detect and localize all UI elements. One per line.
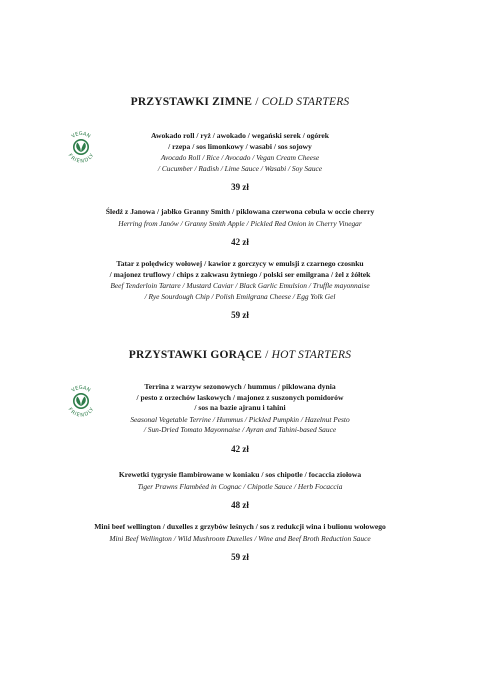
dish-pl-line: / sos na bazie ajranu i tahini (194, 403, 286, 413)
dish-beef-tartare (60, 259, 420, 321)
section-title-pl: PRZYSTAWKI GORĄCE (128, 349, 263, 361)
dish-price: 39 zł (231, 182, 249, 193)
badge-bottom-text: FRIENDLY (66, 406, 96, 419)
dish-price: 48 zł (231, 500, 249, 511)
dish-pl-line: Tatar z polędwicy wołowej / kawior z gorczycy w emulsji z czarnego czosnku (116, 259, 364, 268)
dish-vegetable-terrine (60, 382, 420, 455)
dish-mini-beef-wellington (60, 522, 420, 563)
dish-en-line: Mini Beef Wellington / Wild Mushroom Duxelles / Wine and Beef Broth Reduction Sauce (109, 533, 371, 543)
dish-en-line: / Rye Sourdough Chip / Polish Emilgrana Cheese / Egg Yolk Gel (144, 291, 336, 301)
badge-top-text: VEGAN (70, 130, 92, 140)
badge-bottom-text: FRIENDLY (66, 152, 96, 165)
dish-en-line: / Cucumber / Radish / Lime Sauce / Wasabi / Soy Sauce (157, 163, 323, 173)
dish-en-line: Tiger Prawns Flambéed in Cognac / Chipotle Sauce / Herb Focaccia (137, 481, 343, 491)
dish-en-line: Seasonal Vegetable Terrine / Hummus / Pickled Pumpkin / Hazelnut Pesto (130, 414, 350, 424)
section-title-sep: / (252, 96, 262, 108)
section-title-pl: PRZYSTAWKI ZIMNE (130, 96, 253, 108)
section-title-hot-starters (0, 349, 480, 361)
dish-pl-line: / pesto z orzechów laskowych / majonez z suszonych pomidorów (136, 392, 344, 402)
section-title-sep: / (262, 349, 272, 361)
dish-en-line: Herring from Janów / Granny Smith Apple / Pickled Red Onion in Cherry Vinegar (118, 218, 362, 228)
dish-price: 59 zł (231, 310, 249, 321)
dish-price: 59 zł (231, 552, 249, 563)
dish-pl-line: Terrina z warzyw sezonowych / hummus / piklowana dynia (144, 382, 336, 391)
dish-pl-line: / majonez truflowy / chips z zakwasu żytniego / polski ser emilgrana / żel z żółtek (109, 269, 371, 279)
dish-tiger-prawns (60, 470, 420, 511)
dish-pl-line: Krewetki tygrysie flambirowane w koniaku / sos chipotle / focaccia ziołowa (118, 470, 362, 479)
dish-pl-line: Śledź z Janowa / jabłko Granny Smith / piklowana czerwona cebula w occie cherry (105, 207, 375, 216)
dish-price: 42 zł (231, 443, 249, 454)
dish-en-line: / Sun-Dried Tomato Mayonnaise / Ayran and Tahini-based Sauce (143, 425, 337, 435)
section-title-en: COLD STARTERS (261, 96, 350, 108)
dish-pl-line: Awokado roll / ryż / awokado / wegański serek / ogórek (151, 131, 329, 140)
badge-top-text: VEGAN (70, 384, 92, 394)
dish-pl-line: / rzepa / sos limonkowy / wasabi / sos sojowy (168, 141, 312, 151)
dish-pl-line: Mini beef wellington / duxelles z grzybów leśnych / sos z redukcji wina i bulionu wołowego (94, 522, 386, 531)
dish-en-line: Avocado Roll / Rice / Avocado / Vegan Cream Cheese (160, 153, 320, 163)
dish-price: 42 zł (231, 237, 249, 248)
dish-en-line: Beef Tenderloin Tartare / Mustard Caviar / Black Garlic Emulsion / Truffle mayonnaise (110, 281, 370, 291)
section-title-cold-starters (0, 96, 480, 108)
section-title-en: HOT STARTERS (271, 349, 352, 361)
dish-avocado-roll (60, 131, 420, 193)
dish-herring (60, 207, 420, 248)
